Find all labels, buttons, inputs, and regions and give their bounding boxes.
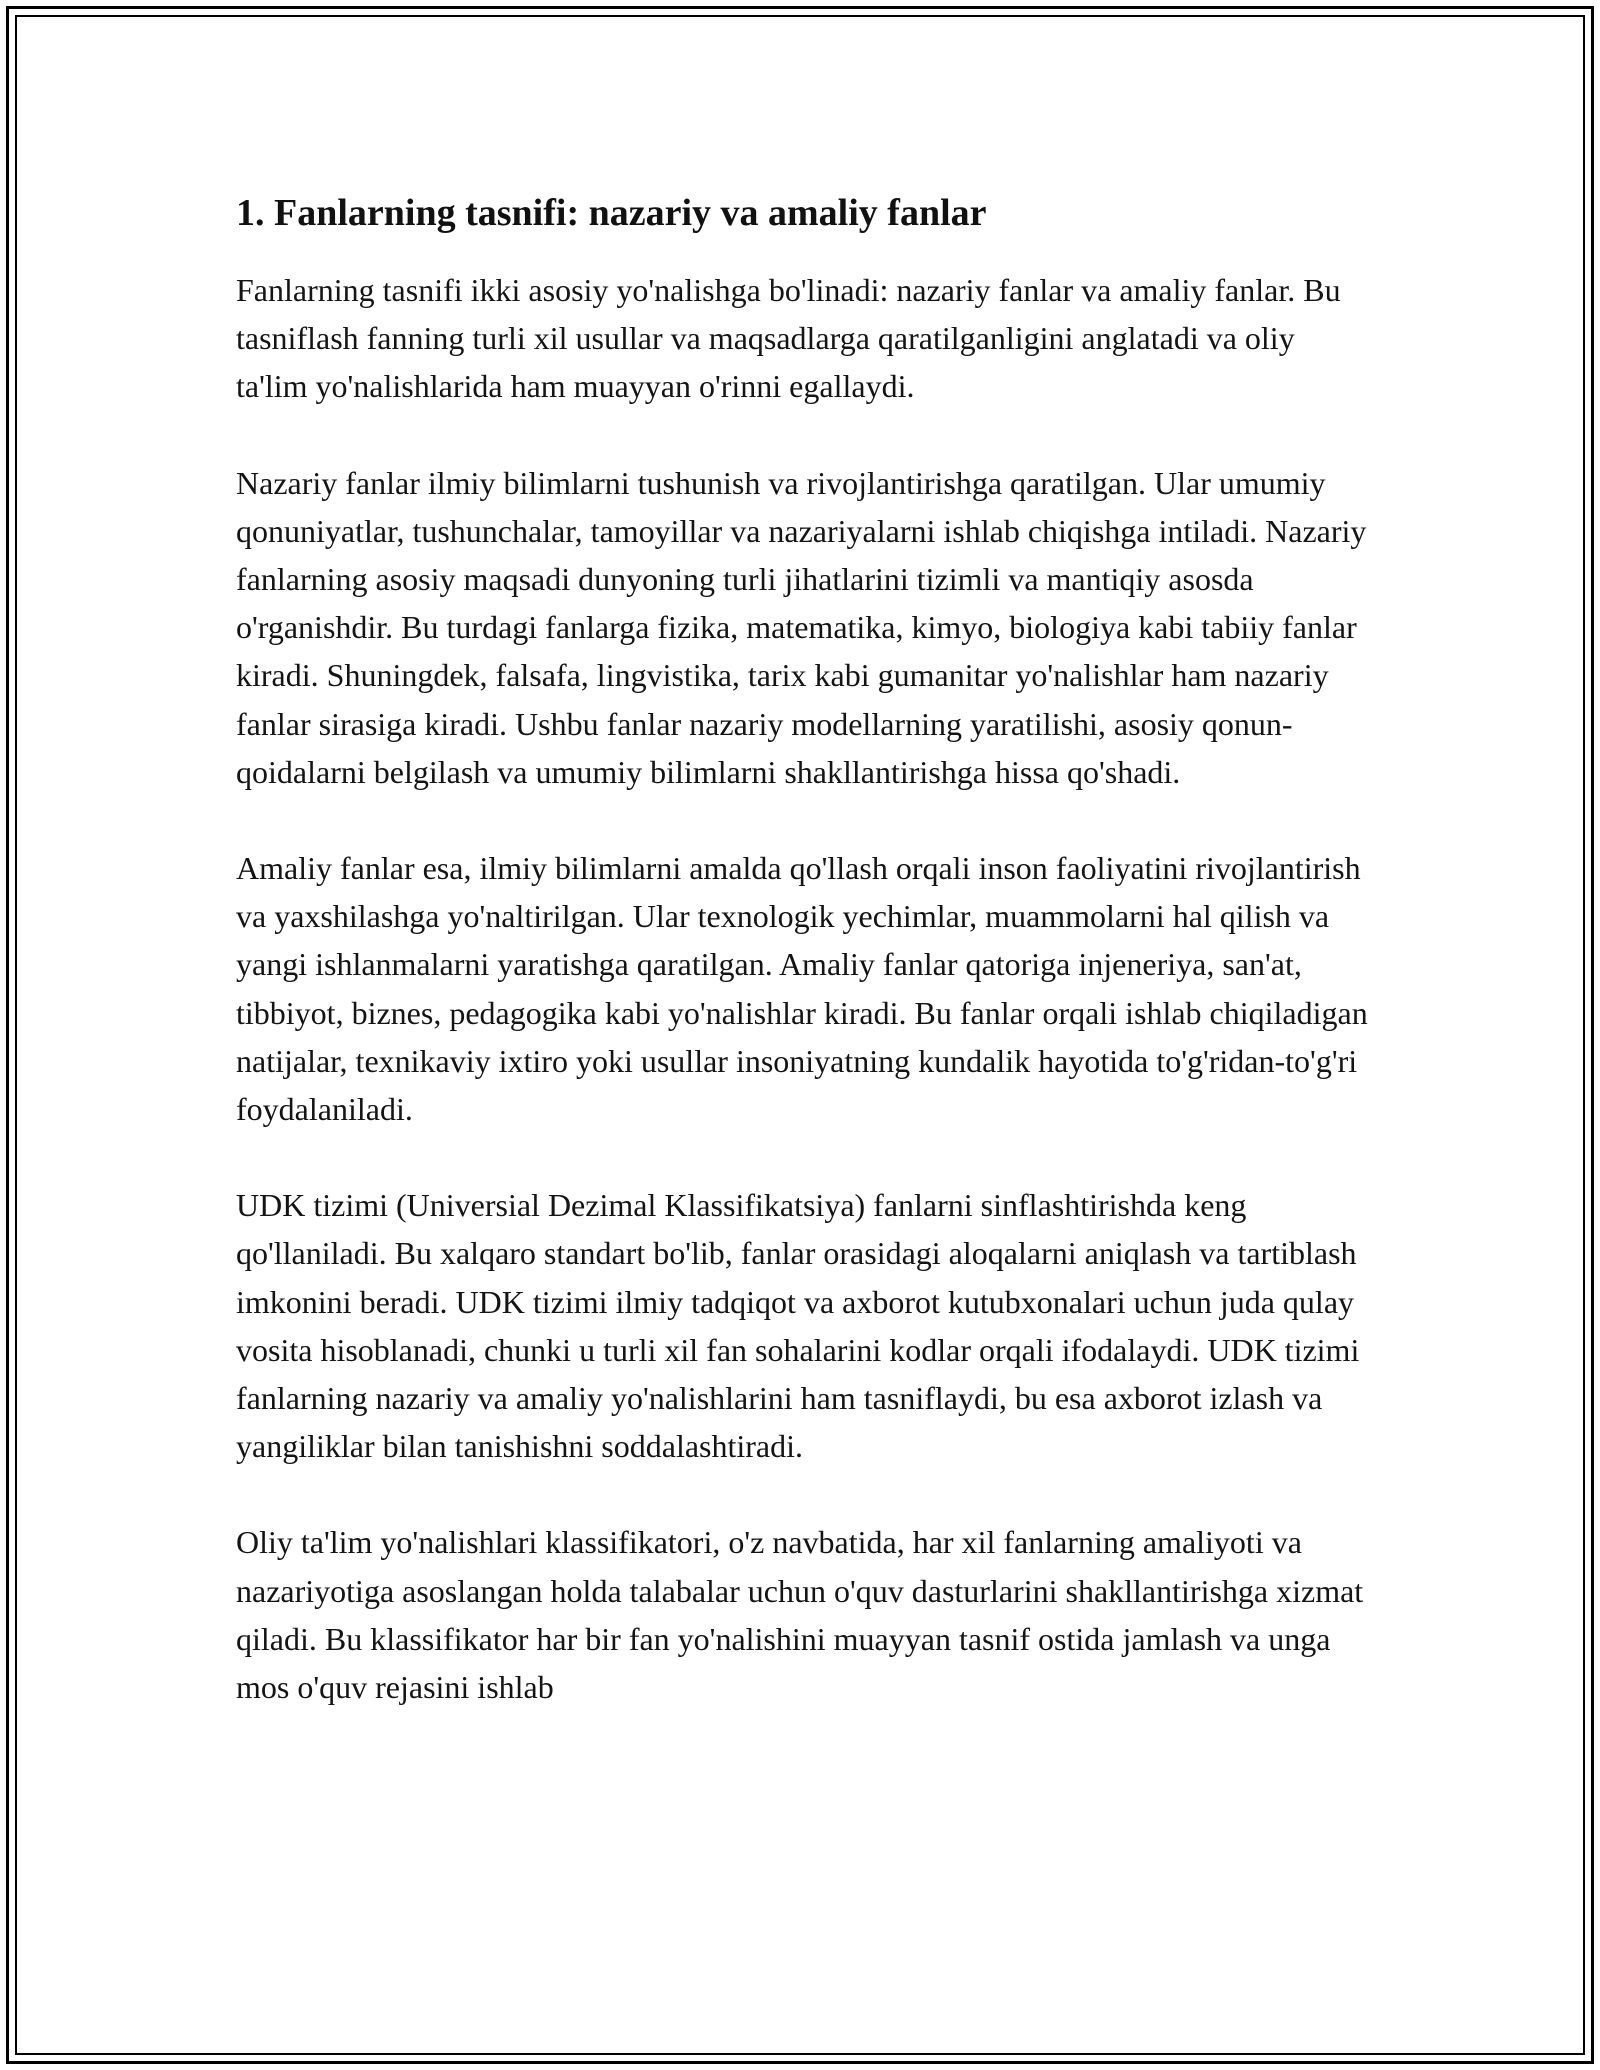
paragraph-applied-sciences: Amaliy fanlar esa, ilmiy bilimlarni amalda qo'llash orqali inson faoliyatini rivojlantirish va yaxshilashga yo'naltirilgan. Ular texnologik yechimlar, muammolarni hal qilish va yangi ishlanmalarni yaratishga qaratilgan. Amaliy fanlar qatoriga injeneriya, san'at, tibbiyot, biznes, pedagogika kabi yo'nalishlar kiradi. Bu fanlar orqali ishlab chiqiladigan natijalar, texnikaviy ixtiro yoki usullar insoniyatning kundalik hayotida to'g'ridan-to'g'ri foydalaniladi. xyxy=(236,850,1368,1128)
paragraph-theoretical-sciences: Nazariy fanlar ilmiy bilimlarni tushunish va rivojlantirishga qaratilgan. Ular umumiy qonuniyatlar, tushunchalar, tamoyillar va nazariyalarni ishlab chiqishga intiladi. Nazariy fanlarning asosiy maqsadi dunyoning turli jihatlarini tizimli va mantiqiy asosda o'rganishdir. Bu turdagi fanlarga fizika, matematika, kimyo, biologiya kabi tabiiy fanlar kiradi. Shuningdek, falsafa, lingvistika, tarix kabi gumanitar yo'nalishlar ham nazariy fanlar sirasiga kiradi. Ushbu fanlar nazariy modellarning yaratilishi, asosiy qonun-qoidalarni belgilash va umumiy bilimlarni shakllantirishga hissa qo'shadi. xyxy=(236,464,1367,790)
document-body xyxy=(236,186,1370,1759)
paragraph-udk-system: UDK tizimi (Universial Dezimal Klassifikatsiya) fanlarni sinflashtirishda keng qo'llaniladi. Bu xalqaro standart bo'lib, fanlar orasidagi aloqalarni aniqlash va tartiblash imkonini beradi. UDK tizimi ilmiy tadqiqot va axborot kutubxonalari uchun juda qulay vosita hisoblanadi, chunki u turli xil fan sohalarini kodlar orqali ifodalaydi. UDK tizimi fanlarning nazariy va amaliy yo'nalishlarini ham tasniflaydi, bu esa axborot izlash va yangiliklar bilan tanishishni soddalashtiradi. xyxy=(236,1187,1360,1465)
paragraph-intro: Fanlarning tasnifi ikki asosiy yo'nalishga bo'linadi: nazariy fanlar va amaliy fanlar. Bu tasniflash fanning turli xil usullar va maqsadlarga qaratilganligini anglatadi va oliy ta'lim yo'nalishlarida ham muayyan o'rinni egallaydi. xyxy=(236,272,1341,405)
section-heading: 1. Fanlarning tasnifi: nazariy va amaliy fanlar xyxy=(236,192,987,234)
paragraph-higher-education-classifier: Oliy ta'lim yo'nalishlari klassifikatori, o'z navbatida, har xil fanlarning amaliyoti va nazariyotiga asoslangan holda talabalar uchun o'quv dasturlarini shakllantirishga xizmat qiladi. Bu klassifikator har bir fan yo'nalishini muayyan tasnif ostida jamlash va unga mos o'quv rejasini ishlab xyxy=(236,1524,1364,1706)
